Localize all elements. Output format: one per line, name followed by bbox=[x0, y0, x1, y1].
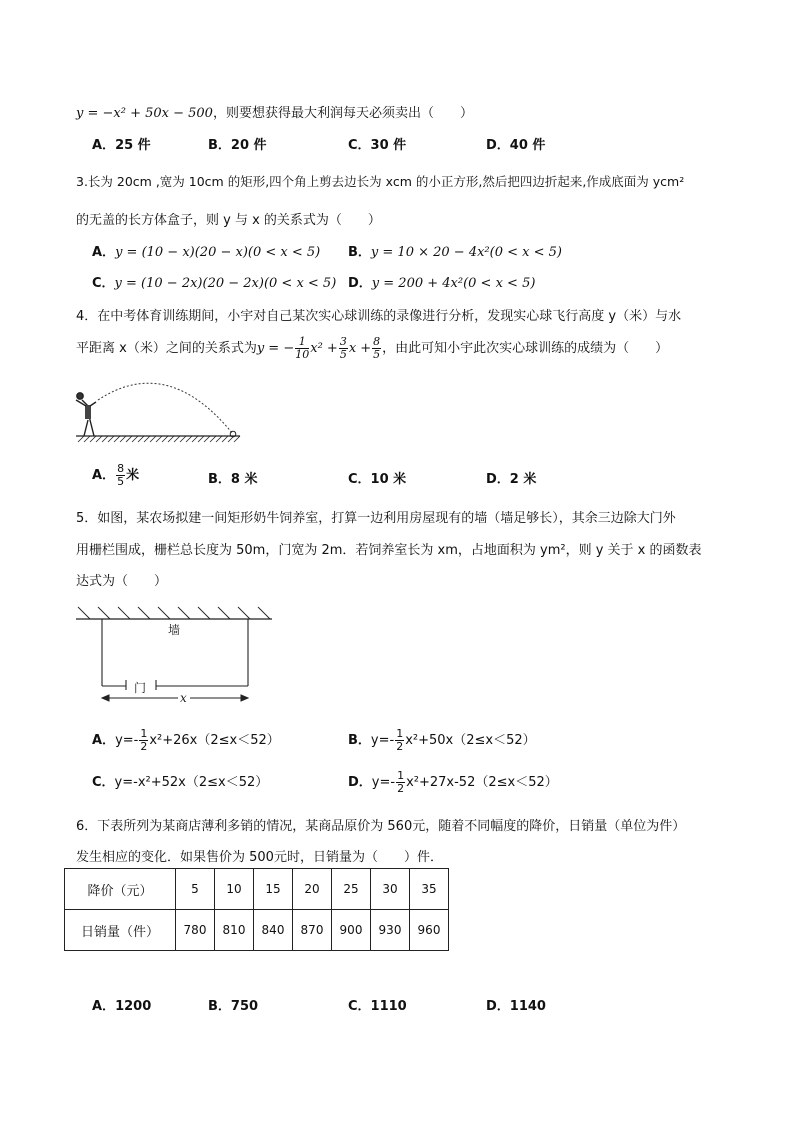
option-letter: C． bbox=[348, 999, 371, 1014]
q4-option-c[interactable] bbox=[348, 468, 406, 487]
q4-shotput-figure bbox=[70, 376, 246, 446]
q4-formula-mid1: x² + bbox=[310, 341, 338, 356]
option-frac bbox=[139, 728, 148, 753]
q5-stem-line3: 达式为（ ） bbox=[76, 574, 168, 589]
frac-denominator: 5 bbox=[117, 475, 125, 488]
q2-formula: y = −x² + 50x − 500 bbox=[76, 106, 213, 121]
frac-denominator: 10 bbox=[295, 348, 310, 361]
option-text: y = (10 − 2x)(20 − 2x)(0 < x < 5) bbox=[114, 276, 337, 291]
q3-option-a[interactable] bbox=[92, 241, 320, 260]
q3-option-b[interactable] bbox=[348, 241, 562, 260]
q5-option-b[interactable] bbox=[348, 726, 536, 756]
q4-option-b[interactable] bbox=[208, 468, 258, 487]
option-letter: D． bbox=[486, 472, 510, 487]
q5-stem-line2: 用栅栏围成，栅栏总长度为 50m，门宽为 2m．若饲养室长为 xm，占地面积为 ym²，则 y 关于 x 的函数表 bbox=[76, 543, 702, 558]
option-text: y=-x²+52x（2≤x＜52） bbox=[114, 775, 269, 790]
option-text: y = 10 × 20 − 4x²(0 < x < 5) bbox=[370, 245, 562, 260]
option-pre: y=- bbox=[371, 775, 396, 790]
wall-label: 墙 bbox=[168, 623, 181, 637]
option-letter: C． bbox=[348, 138, 371, 153]
option-letter: D． bbox=[486, 138, 510, 153]
table-cell: 930 bbox=[371, 910, 410, 951]
option-letter: A． bbox=[92, 999, 116, 1014]
table-cell: 5 bbox=[176, 869, 215, 910]
option-text: x²+50x（2≤x＜52） bbox=[405, 733, 536, 748]
q4-option-a[interactable] bbox=[92, 460, 139, 492]
table-cell: 20 bbox=[293, 869, 332, 910]
q6-option-c[interactable] bbox=[348, 995, 407, 1014]
q3-option-d[interactable] bbox=[348, 272, 535, 291]
q4-frac1 bbox=[295, 336, 309, 361]
table-cell: 30 bbox=[371, 869, 410, 910]
table-cell: 870 bbox=[293, 910, 332, 951]
q4-line2-post: ，由此可知小宇此次实心球训练的成绩为（ ） bbox=[382, 341, 669, 356]
frac-numerator: 1 bbox=[397, 769, 405, 782]
q6-option-b[interactable] bbox=[208, 995, 258, 1014]
table-cell: 10 bbox=[215, 869, 254, 910]
q4-option-d[interactable] bbox=[486, 468, 536, 487]
option-frac bbox=[396, 770, 405, 795]
q5-option-c[interactable] bbox=[92, 768, 268, 798]
q4-formula-y: y = − bbox=[256, 341, 295, 356]
frac-denominator: 2 bbox=[396, 740, 404, 753]
option-pre: y=- bbox=[370, 733, 395, 748]
option-text: 30 件 bbox=[370, 138, 407, 153]
q4-frac3 bbox=[372, 336, 381, 361]
option-letter: C． bbox=[92, 775, 115, 790]
q4-stem-line1: 4．在中考体育训练期间，小宇对自己某次实心球训练的录像进行分析，发现实心球飞行高度 y（米）与水 bbox=[76, 309, 682, 324]
option-text: 10 米 bbox=[370, 472, 407, 487]
q5-option-d[interactable] bbox=[348, 768, 558, 798]
table-cell: 25 bbox=[332, 869, 371, 910]
option-letter: C． bbox=[348, 472, 371, 487]
x-dimension-arrows bbox=[102, 695, 248, 701]
option-letter: A． bbox=[92, 468, 116, 483]
q5-stem-line1: 5．如图，某农场拟建一间矩形奶牛饲养室，打算一边利用房屋现有的墙（墙足够长），其余三边除大门外 bbox=[76, 511, 676, 526]
option-text: 1200 bbox=[115, 999, 152, 1014]
frac-denominator: 2 bbox=[397, 782, 405, 795]
option-letter: B． bbox=[208, 472, 231, 487]
q2-option-d[interactable] bbox=[486, 134, 545, 153]
option-text: x²+26x（2≤x＜52） bbox=[149, 733, 280, 748]
option-letter: B． bbox=[348, 733, 371, 748]
x-label: x bbox=[180, 691, 187, 705]
wall-hatching bbox=[78, 607, 270, 619]
option-pre: y=- bbox=[115, 733, 139, 748]
table-row-header: 日销量（件） bbox=[65, 910, 176, 951]
q2-stem-text: ，则要想获得最大利润每天必须卖出（ ） bbox=[212, 106, 473, 121]
table-row bbox=[65, 869, 449, 910]
q4-option-a-frac bbox=[116, 463, 125, 488]
option-letter: B． bbox=[208, 999, 231, 1014]
option-letter: A． bbox=[92, 138, 116, 153]
option-letter: D． bbox=[486, 999, 510, 1014]
option-text: y = 200 + 4x²(0 < x < 5) bbox=[371, 276, 536, 291]
option-letter: B． bbox=[348, 245, 371, 260]
q5-option-a[interactable] bbox=[92, 726, 280, 756]
thrower-figure bbox=[76, 393, 96, 436]
option-letter: D． bbox=[348, 276, 372, 291]
option-text: 1140 bbox=[509, 999, 546, 1014]
option-frac bbox=[395, 728, 404, 753]
q3-option-c[interactable] bbox=[92, 272, 336, 291]
option-text: 20 件 bbox=[230, 138, 267, 153]
option-text: 25 件 bbox=[115, 138, 151, 153]
option-text: 750 bbox=[230, 999, 259, 1014]
q2-option-a[interactable] bbox=[92, 134, 151, 153]
q2-option-b[interactable] bbox=[208, 134, 267, 153]
frac-numerator: 8 bbox=[117, 462, 125, 475]
option-text: x²+27x-52（2≤x＜52） bbox=[406, 775, 558, 790]
q4-stem-line2 bbox=[76, 334, 668, 364]
table-cell: 810 bbox=[215, 910, 254, 951]
table-cell: 840 bbox=[254, 910, 293, 951]
frac-numerator: 1 bbox=[140, 727, 148, 740]
table-cell: 780 bbox=[176, 910, 215, 951]
table-cell: 900 bbox=[332, 910, 371, 951]
ground-hatching bbox=[78, 436, 240, 442]
option-letter: C． bbox=[92, 276, 115, 291]
option-text: 米 bbox=[126, 468, 140, 483]
q6-stem-line2: 发生相应的变化．如果售价为 500元时，日销量为（ ）件． bbox=[76, 850, 443, 865]
q4-line2-pre: 平距离 x（米）之间的关系式为 bbox=[76, 341, 257, 356]
q3-stem-line1: 3.长为 20cm ,宽为 10cm 的矩形,四个角上剪去边长为 xcm 的小正方形,然后把四边折起来,作成底面为 ycm² bbox=[76, 174, 685, 189]
frac-numerator: 8 bbox=[373, 335, 381, 348]
q4-frac2 bbox=[339, 336, 348, 361]
q2-option-c[interactable] bbox=[348, 134, 406, 153]
option-text: y = (10 − x)(20 − x)(0 < x < 5) bbox=[115, 245, 321, 260]
frac-denominator: 2 bbox=[140, 740, 148, 753]
q3-stem-line2: 的无盖的长方体盒子，则 y 与 x 的关系式为（ ） bbox=[76, 213, 381, 228]
option-letter: B． bbox=[208, 138, 231, 153]
table-row bbox=[65, 910, 449, 951]
option-text: 40 件 bbox=[509, 138, 546, 153]
table-cell: 35 bbox=[410, 869, 449, 910]
option-letter: A． bbox=[92, 245, 116, 260]
frac-numerator: 3 bbox=[339, 335, 347, 348]
q6-option-d[interactable] bbox=[486, 995, 546, 1014]
table-cell: 960 bbox=[410, 910, 449, 951]
option-letter: D． bbox=[348, 775, 372, 790]
option-letter: A． bbox=[92, 733, 116, 748]
q5-enclosure-figure bbox=[74, 604, 278, 710]
q2-stem bbox=[76, 102, 473, 121]
door-label: 门 bbox=[134, 681, 147, 695]
option-text: 2 米 bbox=[509, 472, 537, 487]
frac-numerator: 1 bbox=[295, 336, 309, 349]
table-row-header: 降价（元） bbox=[65, 869, 176, 910]
q6-stem-line1: 6．下表所列为某商店薄利多销的情况，某商品原价为 560元，随着不同幅度的降价，日销量（单位为件） bbox=[76, 819, 686, 834]
table-cell: 15 bbox=[254, 869, 293, 910]
frac-denominator: 5 bbox=[339, 348, 347, 361]
frac-denominator: 5 bbox=[373, 348, 381, 361]
q4-formula-mid2: x + bbox=[348, 341, 372, 356]
q6-option-a[interactable] bbox=[92, 995, 151, 1014]
q6-sales-table bbox=[64, 868, 449, 951]
option-text: 8 米 bbox=[230, 472, 258, 487]
frac-numerator: 1 bbox=[396, 727, 404, 740]
option-text: 1110 bbox=[370, 999, 407, 1014]
trajectory-arc bbox=[98, 383, 233, 434]
